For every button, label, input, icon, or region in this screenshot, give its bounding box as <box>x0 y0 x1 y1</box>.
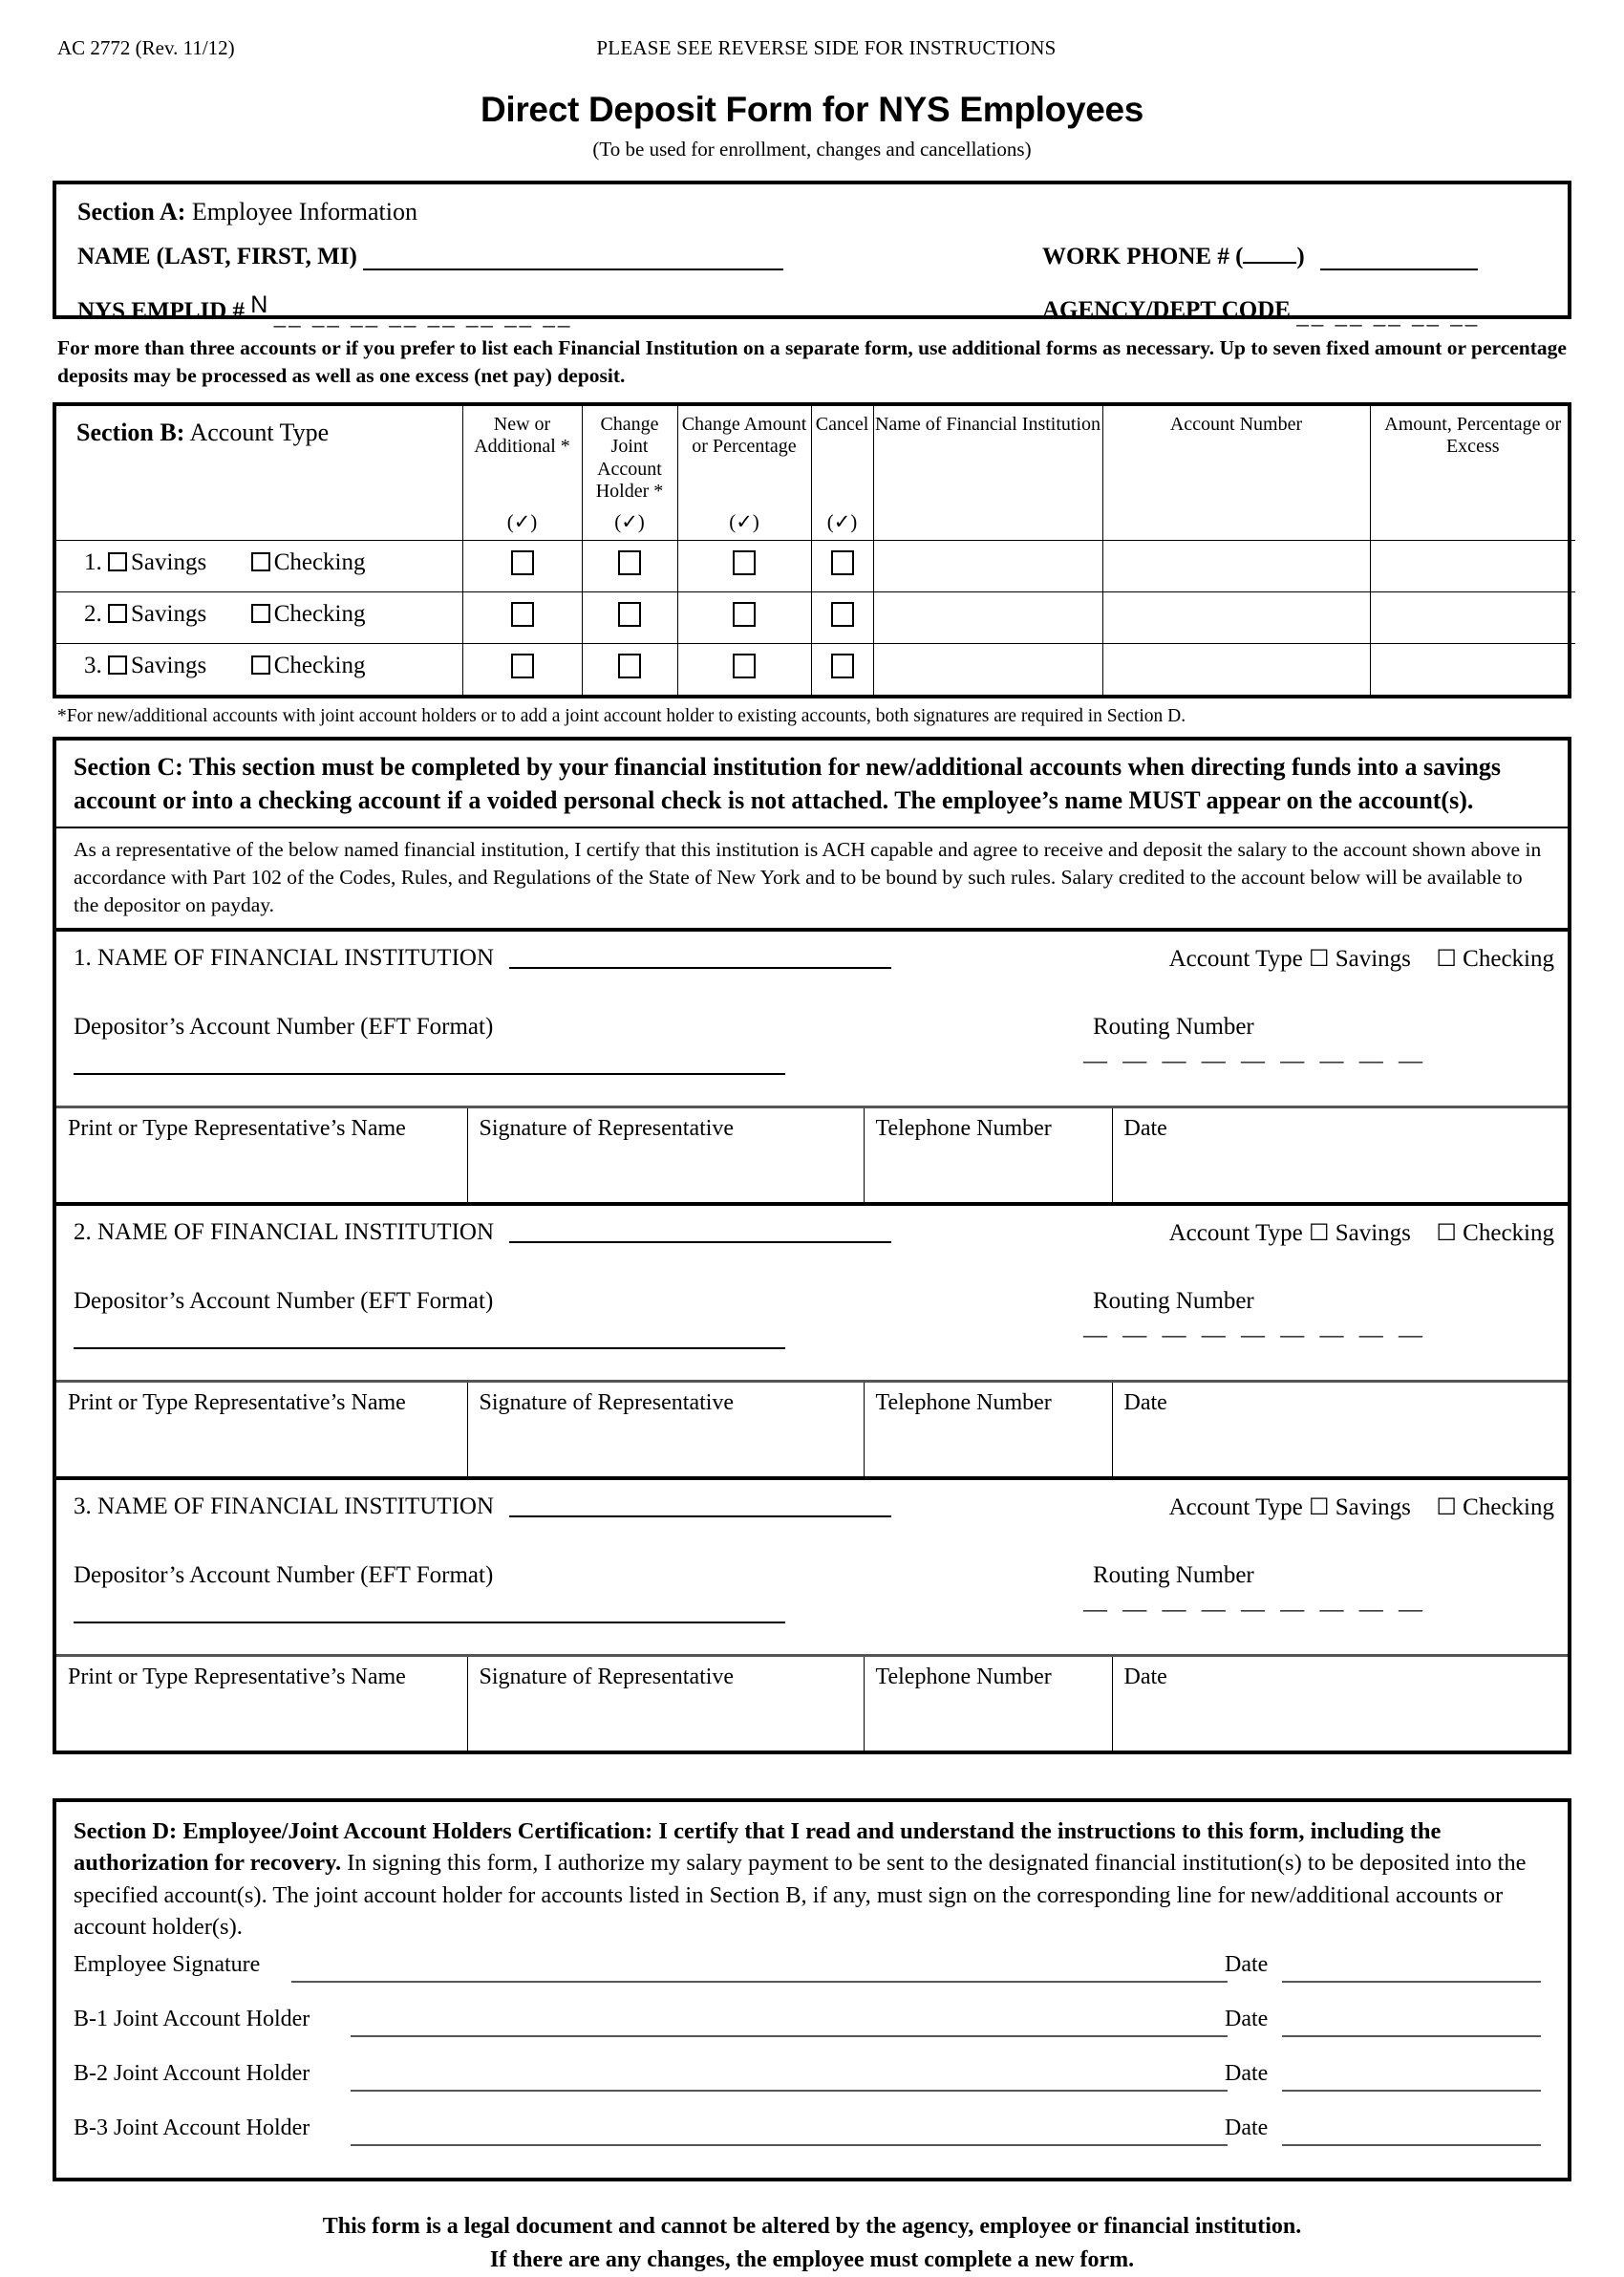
fi-3-savings-checkbox[interactable]: ☐ <box>1308 1493 1330 1521</box>
legal-footer-line-2: If there are any changes, the employee must complete a new form. <box>489 2247 1135 2273</box>
fi-3-routing-input[interactable]: — — — — — — — — — <box>1083 1597 1427 1623</box>
name-input[interactable] <box>363 249 783 270</box>
fi-2-rep-name-cell[interactable]: Print or Type Representative’s Name <box>68 1390 406 1416</box>
employee-signature-date-label: Date <box>1225 1952 1269 1978</box>
b1-joint-holder-date-label: Date <box>1225 2007 1269 2032</box>
b2-joint-holder-row <box>74 2061 1550 2106</box>
row-1-account-number-input[interactable] <box>1102 540 1370 591</box>
section-a-title <box>77 198 1547 226</box>
financial-institution-block-1 <box>56 932 1568 1206</box>
row-1-change-amount-checkbox[interactable] <box>733 550 756 575</box>
fi-2-depositor-input[interactable] <box>74 1347 785 1349</box>
page-subtitle: (To be used for enrollment, changes and cancellations) <box>592 138 1032 161</box>
fi-1-name-input[interactable] <box>509 946 891 969</box>
employee-signature-input[interactable] <box>291 1981 1228 1983</box>
b3-joint-holder-label: B-3 Joint Account Holder <box>74 2116 310 2141</box>
col-header-cancel-text: Cancel <box>815 414 869 436</box>
fi-3-checking-checkbox[interactable]: ☐ <box>1436 1493 1457 1521</box>
row-1-change-amount-cell <box>677 540 811 591</box>
fi-1-depositor-label: Depositor’s Account Number (EFT Format) <box>74 1014 494 1041</box>
section-b <box>53 402 1571 698</box>
col-header-change-amount-check: (✓) <box>729 510 759 534</box>
section-c-certification: As a representative of the below named financial institution, I certify that this institution is ACH capable and agree to receive and deposit the salary to the account shown above in accordance with Part 102 of the Codes, Rules, and Regulations of the State of New York and to be bound by such rules. Salary credited to the account below will be available to the depositor on payday. <box>56 828 1568 932</box>
fi-2-account-type-label: Account Type <box>1168 1220 1303 1247</box>
legal-footer-line-1: This form is a legal document and cannot be altered by the agency, employee or financial institution. <box>322 2214 1302 2240</box>
work-phone-label: WORK PHONE # <box>1042 244 1229 269</box>
row-2-institution-input[interactable] <box>873 591 1102 643</box>
row-3-change-amount-cell <box>677 643 811 695</box>
work-phone-group <box>1042 244 1478 270</box>
fi-2-name-input[interactable] <box>509 1220 891 1243</box>
col-header-change-joint <box>582 406 677 540</box>
row-2-number: 2. <box>84 600 102 627</box>
row-2-cancel-cell <box>811 591 873 643</box>
col-header-new-additional-text: New or Additional * <box>474 414 570 458</box>
section-a-name-row <box>77 244 1547 280</box>
col-header-change-amount-text: Change Amount or Percentage <box>681 414 807 458</box>
fi-1-title: 1. NAME OF FINANCIAL INSTITUTION <box>74 945 495 972</box>
fi-2-depositor-label: Depositor’s Account Number (EFT Format) <box>74 1288 494 1315</box>
fi-1-routing-label: Routing Number <box>1093 1014 1254 1041</box>
agency-code-input[interactable]: __ __ __ __ __ <box>1296 303 1481 329</box>
emplid-prefix: N <box>250 291 268 318</box>
row-3-new-additional-cell <box>462 643 582 695</box>
col-header-account-number: Account Number <box>1102 406 1370 540</box>
fi-3-checking-label: Checking <box>1463 1494 1554 1521</box>
col-header-change-joint-check: (✓) <box>614 510 645 534</box>
row-2-checking-checkbox[interactable] <box>251 604 270 623</box>
row-3-change-amount-checkbox[interactable] <box>733 654 756 678</box>
section-a-emplid-row <box>77 291 1547 333</box>
fi-3-rep-phone-cell[interactable]: Telephone Number <box>864 1657 1112 1751</box>
section-c-heading: Section C: This section must be completed by your financial institution for new/additional accounts when directing funds into a savings account or into a checking account if a voided personal check is not attached. The employee’s name MUST appear on the account(s). <box>56 741 1568 828</box>
fi-2-savings-checkbox[interactable]: ☐ <box>1308 1219 1330 1247</box>
fi-3-savings-label: Savings <box>1335 1494 1411 1521</box>
row-2-savings-checkbox[interactable] <box>108 604 127 623</box>
table-row <box>56 1108 1568 1202</box>
row-3-cancel-cell <box>811 643 873 695</box>
financial-institution-block-3 <box>56 1480 1568 1751</box>
fi-1-savings-checkbox[interactable]: ☐ <box>1308 945 1330 973</box>
row-2-change-amount-checkbox[interactable] <box>733 602 756 627</box>
b3-joint-holder-date-input[interactable] <box>1282 2144 1541 2146</box>
fi-2-representative-table <box>56 1383 1568 1476</box>
agency-code-label: AGENCY/DEPT CODE <box>1042 297 1291 323</box>
col-header-institution: Name of Financial Institution <box>873 406 1102 540</box>
row-3-account-type <box>56 643 462 695</box>
section-d-heading <box>74 1815 1550 1943</box>
b3-joint-holder-row <box>74 2116 1550 2160</box>
section-b-footnote: *For new/additional accounts with joint account holders or to add a joint account holder to existing accounts, both signatures are required in Section D. <box>57 706 1186 727</box>
page-title: Direct Deposit Form for NYS Employees <box>480 90 1144 129</box>
fi-1-checking-label: Checking <box>1463 946 1554 973</box>
form-number: AC 2772 (Rev. 11/12) <box>57 36 235 59</box>
agency-code-group <box>1042 297 1481 329</box>
table-row <box>56 643 1575 695</box>
fi-3-name-input[interactable] <box>509 1494 891 1517</box>
fi-3-routing-label: Routing Number <box>1093 1562 1254 1589</box>
section-b-heading: Account Type <box>189 419 330 447</box>
col-header-cancel-check: (✓) <box>826 510 858 534</box>
employee-signature-label: Employee Signature <box>74 1952 261 1978</box>
b2-joint-holder-date-input[interactable] <box>1282 2090 1541 2092</box>
employee-signature-row <box>74 1952 1550 1997</box>
section-b-table <box>56 406 1575 695</box>
fi-2-savings-label: Savings <box>1335 1220 1411 1247</box>
emplid-input[interactable]: __ __ __ __ __ __ __ __ <box>273 304 573 330</box>
col-header-change-amount <box>677 406 811 540</box>
fi-3-title: 3. NAME OF FINANCIAL INSTITUTION <box>74 1493 495 1520</box>
row-1-checking-label: Checking <box>273 548 366 575</box>
row-3-amount-input[interactable] <box>1370 643 1575 695</box>
row-3-change-joint-checkbox[interactable] <box>618 654 641 678</box>
row-1-new-additional-cell <box>462 540 582 591</box>
fi-3-account-type-label: Account Type <box>1168 1494 1303 1521</box>
row-2-change-joint-checkbox[interactable] <box>618 602 641 627</box>
b3-joint-holder-date-label: Date <box>1225 2116 1269 2141</box>
fi-1-savings-label: Savings <box>1335 946 1411 973</box>
b1-joint-holder-date-input[interactable] <box>1282 2035 1541 2037</box>
col-header-new-additional-check: (✓) <box>506 510 538 534</box>
row-1-cancel-cell <box>811 540 873 591</box>
fi-2-rep-date-cell[interactable]: Date <box>1112 1383 1568 1476</box>
financial-institution-block-2 <box>56 1206 1568 1480</box>
section-b-title <box>57 407 461 447</box>
emplid-label: NYS EMPLID # <box>77 298 246 324</box>
section-b-title-cell <box>56 406 462 540</box>
name-label: NAME (LAST, FIRST, MI) <box>77 244 357 269</box>
table-row <box>56 1383 1568 1476</box>
row-1-savings-checkbox[interactable] <box>108 552 127 571</box>
row-3-change-joint-cell <box>582 643 677 695</box>
fi-1-representative-table <box>56 1108 1568 1202</box>
row-2-amount-input[interactable] <box>1370 591 1575 643</box>
row-2-change-joint-cell <box>582 591 677 643</box>
section-d-heading-bold: Section D: Employee/Joint Account Holders Certification: I certify that I read and understand the instructions to this form, including the authorization for recovery. <box>74 1818 1442 1877</box>
b1-joint-holder-label: B-1 Joint Account Holder <box>74 2007 310 2032</box>
emplid-group <box>77 291 573 330</box>
fi-2-title: 2. NAME OF FINANCIAL INSTITUTION <box>74 1219 495 1246</box>
section-d <box>53 1798 1571 2181</box>
work-phone-number-input[interactable] <box>1320 249 1478 270</box>
fi-3-rep-date-cell[interactable]: Date <box>1112 1657 1568 1751</box>
row-1-new-additional-checkbox[interactable] <box>511 550 534 575</box>
row-1-account-type <box>56 540 462 591</box>
fi-1-rep-signature-cell[interactable]: Signature of Representative <box>467 1108 864 1202</box>
row-2-account-number-input[interactable] <box>1102 591 1370 643</box>
work-phone-area-code-input[interactable]: ( ) <box>1235 244 1305 269</box>
fi-2-rep-phone-cell[interactable]: Telephone Number <box>864 1383 1112 1476</box>
row-1-change-joint-checkbox[interactable] <box>618 550 641 575</box>
row-3-new-additional-checkbox[interactable] <box>511 654 534 678</box>
name-field-group <box>77 244 783 270</box>
row-3-institution-input[interactable] <box>873 643 1102 695</box>
header-row <box>53 36 1571 75</box>
row-2-new-additional-checkbox[interactable] <box>511 602 534 627</box>
fi-2-checking-checkbox[interactable]: ☐ <box>1436 1219 1457 1247</box>
row-1-institution-input[interactable] <box>873 540 1102 591</box>
form-page <box>0 36 1624 2273</box>
b1-joint-holder-input[interactable] <box>351 2035 1228 2037</box>
row-1-checking-checkbox[interactable] <box>251 552 270 571</box>
row-2-checking-label: Checking <box>273 600 366 627</box>
table-row <box>56 1657 1568 1751</box>
row-1-amount-input[interactable] <box>1370 540 1575 591</box>
row-1-change-joint-cell <box>582 540 677 591</box>
fi-3-depositor-label: Depositor’s Account Number (EFT Format) <box>74 1562 494 1589</box>
col-header-change-joint-text: Change Joint Account Holder * <box>595 414 664 502</box>
legal-footer <box>53 2210 1571 2277</box>
fi-2-routing-label: Routing Number <box>1093 1288 1254 1315</box>
col-header-new-additional <box>462 406 582 540</box>
b2-joint-holder-date-label: Date <box>1225 2061 1269 2087</box>
section-b-label: Section B: <box>76 419 185 447</box>
b2-joint-holder-input[interactable] <box>351 2090 1228 2092</box>
fi-2-routing-input[interactable]: — — — — — — — — — <box>1083 1322 1427 1349</box>
multiple-accounts-note: For more than three accounts or if you prefer to list each Financial Institution on a separate form, use additional forms as necessary. Up to seven fixed amount or percentage deposits may be processed as well as one excess (net pay) deposit. <box>57 336 1567 387</box>
section-a-heading: Employee Information <box>191 198 417 226</box>
fi-2-rep-signature-cell[interactable]: Signature of Representative <box>467 1383 864 1476</box>
b2-joint-holder-label: B-2 Joint Account Holder <box>74 2061 310 2087</box>
row-1-savings-label: Savings <box>131 548 207 575</box>
table-row <box>56 540 1575 591</box>
fi-3-depositor-input[interactable] <box>74 1622 785 1623</box>
row-3-account-number-input[interactable] <box>1102 643 1370 695</box>
section-d-heading-rest: In signing this form, I authorize my salary payment to be sent to the designated financial institution(s) to be deposited into the specified account(s). The joint account holder for accounts listed in Section B, if any, must sign on the corresponding line for new/additional accounts or account holder(s). <box>74 1850 1527 1941</box>
row-2-new-additional-cell <box>462 591 582 643</box>
section-c <box>53 737 1571 1754</box>
row-3-number: 3. <box>84 652 102 678</box>
fi-1-rep-date-cell[interactable]: Date <box>1112 1108 1568 1202</box>
fi-1-checking-checkbox[interactable]: ☐ <box>1436 945 1457 973</box>
fi-1-rep-phone-cell[interactable]: Telephone Number <box>864 1108 1112 1202</box>
fi-1-account-type-label: Account Type <box>1168 946 1303 973</box>
row-3-checking-checkbox[interactable] <box>251 655 270 675</box>
b3-joint-holder-input[interactable] <box>351 2144 1228 2146</box>
fi-3-rep-signature-cell[interactable]: Signature of Representative <box>467 1657 864 1751</box>
employee-signature-date-input[interactable] <box>1282 1981 1541 1983</box>
section-a <box>53 181 1571 330</box>
fi-2-checking-label: Checking <box>1463 1220 1554 1247</box>
row-3-checking-label: Checking <box>273 652 366 678</box>
row-2-savings-label: Savings <box>131 600 207 627</box>
col-header-cancel <box>811 406 873 540</box>
section-b-header-row <box>56 406 1575 540</box>
table-row <box>56 591 1575 643</box>
section-a-label: Section A: <box>77 198 186 226</box>
row-3-cancel-checkbox[interactable] <box>831 654 854 678</box>
fi-3-rep-name-cell[interactable]: Print or Type Representative’s Name <box>68 1665 406 1690</box>
row-1-cancel-checkbox[interactable] <box>831 550 854 575</box>
col-header-amount: Amount, Percentage or Excess <box>1370 406 1575 540</box>
row-2-account-type <box>56 591 462 643</box>
fi-1-depositor-input[interactable] <box>74 1073 785 1075</box>
reverse-side-note: PLEASE SEE REVERSE SIDE FOR INSTRUCTIONS <box>596 36 1057 59</box>
row-1-number: 1. <box>84 548 102 575</box>
fi-1-routing-input[interactable]: — — — — — — — — — <box>1083 1048 1427 1075</box>
row-2-cancel-checkbox[interactable] <box>831 602 854 627</box>
row-3-savings-label: Savings <box>131 652 207 678</box>
row-2-change-amount-cell <box>677 591 811 643</box>
fi-1-rep-name-cell[interactable]: Print or Type Representative’s Name <box>68 1116 406 1142</box>
row-3-savings-checkbox[interactable] <box>108 655 127 675</box>
fi-3-representative-table <box>56 1657 1568 1751</box>
b1-joint-holder-row <box>74 2007 1550 2051</box>
